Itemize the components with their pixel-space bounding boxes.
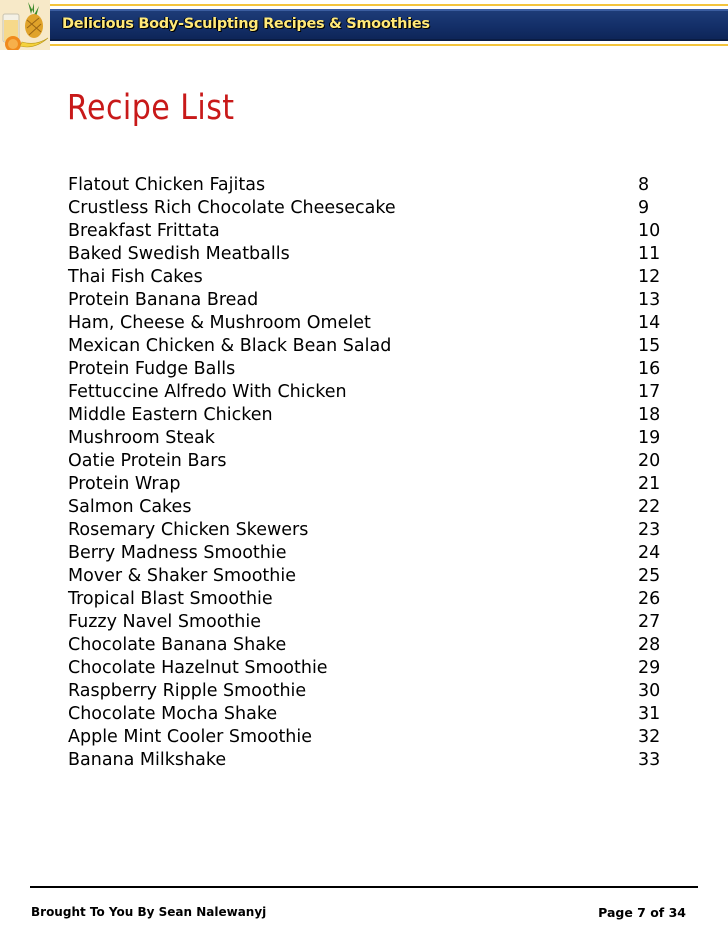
- recipe-page-number: 30: [638, 681, 661, 701]
- list-item: [68, 289, 668, 312]
- list-item: [68, 703, 668, 726]
- recipe-list: [68, 174, 668, 772]
- recipe-name: Crustless Rich Chocolate Cheesecake: [68, 198, 396, 218]
- list-item: [68, 358, 668, 381]
- recipe-page-number: 10: [638, 221, 661, 241]
- recipe-name: Breakfast Frittata: [68, 221, 220, 241]
- recipe-page-number: 11: [638, 244, 661, 264]
- recipe-page-number: 12: [638, 267, 661, 287]
- page-title: Recipe List: [67, 88, 235, 128]
- recipe-page-number: 15: [638, 336, 661, 356]
- recipe-name: Flatout Chicken Fajitas: [68, 175, 266, 195]
- recipe-name: Berry Madness Smoothie: [68, 543, 287, 563]
- recipe-name: Mover & Shaker Smoothie: [68, 566, 297, 586]
- recipe-page-number: 29: [638, 658, 661, 678]
- recipe-page-number: 19: [638, 428, 661, 448]
- recipe-name: Thai Fish Cakes: [68, 267, 203, 287]
- recipe-page-number: 20: [638, 451, 661, 471]
- recipe-name: Chocolate Mocha Shake: [68, 704, 278, 724]
- recipe-name: Fettuccine Alfredo With Chicken: [68, 382, 347, 402]
- recipe-name: Banana Milkshake: [68, 750, 227, 770]
- footer-credit: Brought To You By Sean Nalewanyj: [31, 905, 267, 919]
- recipe-page-number: 22: [638, 497, 661, 517]
- list-item: [68, 726, 668, 749]
- recipe-page-number: 31: [638, 704, 661, 724]
- recipe-page-number: 23: [638, 520, 661, 540]
- list-item: [68, 634, 668, 657]
- list-item: [68, 657, 668, 680]
- page-number: Page 7 of 34: [598, 905, 686, 920]
- footer-divider: [30, 886, 698, 888]
- list-item: [68, 450, 668, 473]
- recipe-name: Raspberry Ripple Smoothie: [68, 681, 307, 701]
- recipe-page-number: 16: [638, 359, 661, 379]
- header-banner: [0, 0, 728, 50]
- recipe-name: Fuzzy Navel Smoothie: [68, 612, 262, 632]
- recipe-name: Baked Swedish Meatballs: [68, 244, 290, 264]
- recipe-page-number: 33: [638, 750, 661, 770]
- recipe-name: Protein Wrap: [68, 474, 181, 494]
- recipe-page-number: 17: [638, 382, 661, 402]
- list-item: [68, 312, 668, 335]
- banner-bottom-rule: [50, 44, 728, 46]
- list-item: [68, 197, 668, 220]
- recipe-page-number: 28: [638, 635, 661, 655]
- list-item: [68, 588, 668, 611]
- list-item: [68, 381, 668, 404]
- list-item: [68, 542, 668, 565]
- recipe-page-number: 27: [638, 612, 661, 632]
- recipe-name: Mexican Chicken & Black Bean Salad: [68, 336, 392, 356]
- recipe-name: Apple Mint Cooler Smoothie: [68, 727, 313, 747]
- recipe-name: Protein Banana Bread: [68, 290, 259, 310]
- list-item: [68, 611, 668, 634]
- fruit-smoothie-image: [0, 0, 50, 50]
- recipe-name: Oatie Protein Bars: [68, 451, 227, 471]
- list-item: [68, 749, 668, 772]
- recipe-page-number: 9: [638, 198, 650, 218]
- recipe-name: Tropical Blast Smoothie: [68, 589, 273, 609]
- list-item: [68, 473, 668, 496]
- list-item: [68, 519, 668, 542]
- recipe-name: Middle Eastern Chicken: [68, 405, 273, 425]
- list-item: [68, 427, 668, 450]
- recipe-name: Rosemary Chicken Skewers: [68, 520, 309, 540]
- recipe-page-number: 26: [638, 589, 661, 609]
- recipe-name: Chocolate Hazelnut Smoothie: [68, 658, 328, 678]
- recipe-page-number: 14: [638, 313, 661, 333]
- recipe-name: Mushroom Steak: [68, 428, 215, 448]
- recipe-name: Salmon Cakes: [68, 497, 192, 517]
- list-item: [68, 680, 668, 703]
- recipe-page-number: 18: [638, 405, 661, 425]
- recipe-page-number: 25: [638, 566, 661, 586]
- list-item: [68, 174, 668, 197]
- list-item: [68, 496, 668, 519]
- recipe-page-number: 32: [638, 727, 661, 747]
- list-item: [68, 266, 668, 289]
- recipe-page-number: 21: [638, 474, 661, 494]
- banner-title: Delicious Body-Sculpting Recipes & Smoothies: [62, 16, 430, 32]
- list-item: [68, 220, 668, 243]
- recipe-page-number: 8: [638, 175, 650, 195]
- list-item: [68, 243, 668, 266]
- recipe-name: Chocolate Banana Shake: [68, 635, 287, 655]
- recipe-name: Ham, Cheese & Mushroom Omelet: [68, 313, 371, 333]
- list-item: [68, 404, 668, 427]
- recipe-page-number: 24: [638, 543, 661, 563]
- list-item: [68, 565, 668, 588]
- recipe-name: Protein Fudge Balls: [68, 359, 236, 379]
- banner-top-rule: [50, 4, 728, 6]
- recipe-page-number: 13: [638, 290, 661, 310]
- list-item: [68, 335, 668, 358]
